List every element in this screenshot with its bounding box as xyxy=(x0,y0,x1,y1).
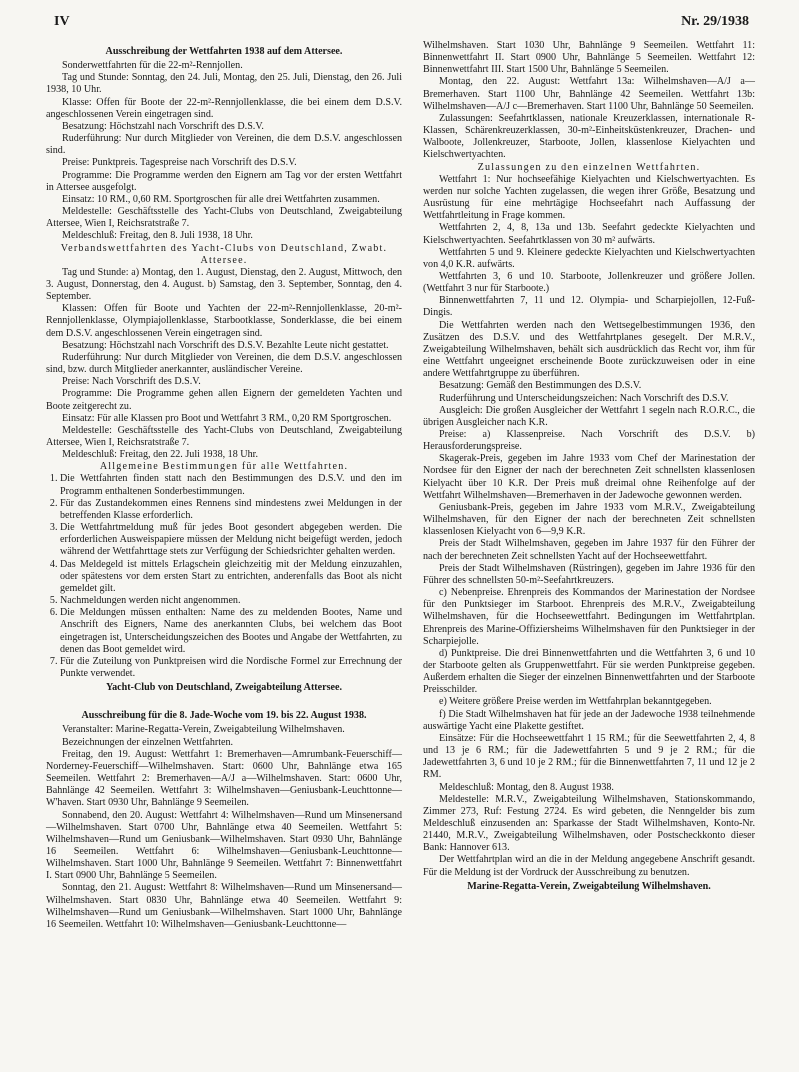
left-column xyxy=(46,44,402,931)
paragraph: Besatzung: Gemäß den Bestimmungen des D.S.V. xyxy=(439,380,642,392)
paragraph: Binnenwettfahrten 7, 11 und 12. Olympia- und Scharpiejollen, 12-Fuß-Dingis. xyxy=(423,295,755,319)
paragraph: Sonderwettfahrten für die 22-m²-Rennjollen. xyxy=(62,60,243,72)
paragraph: Meldeschluß: Freitag, den 22. Juli 1938, 18 Uhr. xyxy=(62,449,258,461)
signature: Marine-Regatta-Verein, Zweigabteilung Wilhelmshaven. xyxy=(467,880,711,892)
paragraph: Tag und Stunde: a) Montag, den 1. August, Dienstag, den 2. August, Mittwoch, den 3. August, Donnerstag, den 4. August. b) Samstag, den 3. September, Sonntag, den 4. September. xyxy=(46,266,402,303)
section-heading: Ausschreibung für die 8. Jade-Woche vom 19. bis 22. August 1938. xyxy=(81,710,367,722)
paragraph: Wettfahrt 1: Nur hochseefähige Kielyachten und Kielschwertyachten. Es werden nur solche Yachten zugelassen, die wegen ihrer Größe, Besatzung und Ausrüstung für eine mehrtägige Hochseefahrt nach Auffassung der Wettfahrtleitung in Frage kommen. xyxy=(423,173,755,222)
paragraph: Programme: Die Programme werden den Eignern am Tag vor der ersten Wettfahrt in Attersee ausgefolgt. xyxy=(46,169,402,193)
subheading: Verbandswettfahrten des Yacht-Clubs von Deutschland, Zwabt. Attersee. xyxy=(60,242,388,266)
paragraph: Einsatz: 10 RM., 0,60 RM. Sportgroschen für alle drei Wettfahrten zusammen. xyxy=(62,193,380,205)
right-column xyxy=(423,40,755,895)
paragraph: Meldestelle: Geschäftsstelle des Yacht-Clubs von Deutschland, Zweigabteilung Attersee, Wien I, Reichsratstraße 7. xyxy=(46,424,402,448)
paragraph: d) Punktpreise. Die drei Binnenwettfahrten und die Wettfahrten 3, 6 und 10 der Starboote gelten als Gruppenwettfahrt. Für sie werden Punktpreise gegeben. Außerdem erhalten die Sieger der einzelnen Binnenwettfahrten und der Starboote Preisschilder. xyxy=(423,647,755,696)
paragraph: Meldeschluß: Freitag, den 8. Juli 1938, 18 Uhr. xyxy=(62,230,253,242)
paragraph: Preise: Nach Vorschrift des D.S.V. xyxy=(62,376,201,388)
paragraph: Montag, den 22. August: Wettfahrt 13a: Wilhelmshaven—A/J a—Bremerhaven. Start 1100 Uhr, Bahnlänge 42 Seemeilen. Wettfahrt 13b: Wilhelmshaven—A/J c—Bremerhaven. Start 1100 Uhr, Bahnlänge 50 Seemeilen. xyxy=(423,76,755,112)
paragraph: Programme: Die Programme gehen allen Eignern der gemeldeten Yachten und Boote zeitgerecht zu. xyxy=(46,388,402,412)
paragraph: Bezeichnungen der einzelnen Wettfahrten. xyxy=(62,736,234,748)
paragraph: Wettfahrten 2, 4, 8, 13a und 13b. Seefahrt gedeckte Kielyachten und Kielschwertyachten. Seefahrtklassen von 30 m² aufwärts. xyxy=(423,222,755,246)
paragraph: Preis der Stadt Wilhelmshaven, gegeben im Jahre 1937 für den Führer der nach der berechneten Zeit schnellsten Yacht auf der Hochseewettfahrt. xyxy=(423,538,755,562)
list-item: 2. Für das Zustandekommen eines Rennens sind mindestens zwei Meldungen in der betreffenden Klasse erforderlich. xyxy=(60,498,402,522)
paragraph: Preise: a) Klassenpreise. Nach Vorschrift des D.S.V. b) Herausforderungspreise. xyxy=(423,429,755,453)
paragraph: f) Die Stadt Wilhelmshaven hat für jede an der Jadewoche 1938 teilnehmende auswärtige Yacht eine Plakette gestiftet. xyxy=(423,708,755,732)
paragraph: Preis der Stadt Wilhelmshaven (Rüstringen), gegeben im Jahre 1936 für den Führer des schnellsten 50-m²-Seefahrtkreuzers. xyxy=(423,562,755,586)
paragraph: Meldestelle: M.R.V., Zweigabteilung Wilhelmshaven, Stationskommando, Zimmer 273, Ruf: Festung 2724. Es wird gebeten, die Nenngelder bis zum Meldeschluß einzusenden an: Sparkasse der Stadt Wilhelmshaven, Konto-Nr. 21440, M.R.V., Zweigabteilung Wilhelmshaven, oder Postscheckkonto dieser Bank: Hannover 613. xyxy=(423,793,755,854)
paragraph: Wettfahrten 3, 6 und 10. Starboote, Jollenkreuzer und größere Jollen. (Wettfahrt 3 nur für Starboote.) xyxy=(423,270,755,295)
paragraph: Die Wettfahrten werden nach den Wettsegelbestimmungen 1936, den Zusätzen des D.S.V. und des Wettfahrtplanes gesegelt. Der M.R.V., Zweigabteilung Wilhelmshaven, behält sich ausdrücklich das Recht vor, ihm für eine Wettfahrt ungeeignet erscheinende Boote zurückzuweisen oder in eine andere Wettfahrtgruppe zu überführen. xyxy=(423,319,755,380)
paragraph: Ausgleich: Die großen Ausgleicher der Wettfahrt 1 segeln nach R.O.R.C., die übrigen Ausgleicher nach K.R. xyxy=(423,404,755,428)
page-number: IV xyxy=(54,14,70,29)
paragraph: Sonntag, den 21. August: Wettfahrt 8: Wilhelmshaven—Rund um Minsenersand—Wilhelmshaven. Start 0830 Uhr, Bahnlänge etwa 40 Seemeilen. Wettfahrt 9: Wilhelmshaven—Rund um Geniusbank—Wilhelmshaven. Start 1000 Uhr, Bahnlänge 16 Seemeilen. Wettfahrt 10: Wilhelmshaven—Geniusbank-Leuchttonne— xyxy=(46,882,402,930)
paragraph: Ruderführung und Unterscheidungszeichen: Nach Vorschrift des D.S.V. xyxy=(439,392,729,404)
paragraph: Freitag, den 19. August: Wettfahrt 1: Bremerhaven—Amrumbank-Feuerschiff—Norderney-Feuerschiff—Wilhelmshaven. Start: 0600 Uhr, Bahnlänge etwa 165 Seemeilen. Wettfahrt 2: Bremerhaven—A/J a—Wilhelmshaven. Start: 0600 Uhr, Bahnlänge 42 Seemeilen. Wettfahrt 3: Wilhelmshaven—Geniusbank-Leuchttonne—W'haven. Start 0930 Uhr, Bahnlänge 9 Seemeilen. xyxy=(46,748,402,809)
paragraph: Preise: Punktpreis. Tagespreise nach Vorschrift des D.S.V. xyxy=(62,157,297,169)
paragraph: e) Weitere größere Preise werden im Wettfahrplan bekanntgegeben. xyxy=(439,696,712,708)
paragraph: Einsätze: Für die Hochseewettfahrt 1 15 RM.; für die Seewettfahrten 2, 4, 8 und 13 je 6 RM.; für die Jadewettfahrten 5 und 9 je 2 RM.; für die Jadewettfahrten 3, 6 und 10 je 2 RM.; für die Binnenwettfahrten 7, 11 und 12 je 2 RM. xyxy=(423,732,755,781)
issue-number: Nr. 29/1938 xyxy=(681,14,749,29)
paragraph: Meldestelle: Geschäftsstelle des Yacht-Clubs von Deutschland, Zweigabteilung Attersee, Wien I, Reichsratstraße 7. xyxy=(46,206,402,230)
paragraph: Besatzung: Höchstzahl nach Vorschrift des D.S.V. xyxy=(62,120,264,132)
section-heading: Ausschreibung der Wettfahrten 1938 auf dem Attersee. xyxy=(105,46,343,57)
list-item: 5. Nachmeldungen werden nicht angenommen. xyxy=(60,595,402,607)
paragraph: Ruderführung: Nur durch Mitglieder von Vereinen, die dem D.S.V. angeschlossen sind, bzw. durch Mitglieder anerkannter, ausländischer Vereine. xyxy=(46,351,402,376)
paragraph: Klasse: Offen für Boote der 22-m²-Rennjollenklasse, die bei einem dem D.S.V. angeschlossenen Verein eingetragen sind. xyxy=(46,96,402,120)
paragraph: Skagerak-Preis, gegeben im Jahre 1933 vom Chef der Marinestation der Nordsee für den Eigner der nach der berechneten Zeit schnellsten klassenlosen Kielyacht über 10 K.R. Der Preis muß dreimal ohne Reihenfolge auf der Wettfahrt Wilhelmshaven—Bremerhaven in der Jadewoche gewonnen werden. xyxy=(423,453,755,501)
paragraph: Klassen: Offen für Boote und Yachten der 22-m²-Rennjollenklasse, 20-m²-Rennjollenklasse, Olympiajollenklasse, Starbootklasse, Sonderklasse, die bei einem dem D.S.V. angeschlossenen Verein eingetragen sind. xyxy=(46,303,402,339)
list-item: 4. Das Meldegeld ist mittels Erlagschein gleichzeitig mit der Meldung einzuzahlen, oder spätestens vor dem ersten Start zu entrichten, anderenfalls das Boot als nicht gemeldet gilt. xyxy=(60,559,402,595)
paragraph: Sonnabend, den 20. August: Wettfahrt 4: Wilhelmshaven—Rund um Minsenersand—Wilhelmshaven. Start 0700 Uhr, Bahnlänge etwa 40 Seemeilen. Wettfahrt 5: Wilhelmshaven—Rund um Geniusbank—Wilhelmshaven. Start 0930 Uhr, Bahnlänge 16 Seemeilen. Wettfahrt 6: Wilhelmshaven—Geniusbank-Leuchttonne—Wilhelmshaven. Start 1000 Uhr, Bahnlänge 9 Seemeilen. Wettfahrt 7: Binnenwettfahrt I. Start 0900 Uhr, Bahnlänge 5 Seemeilen. xyxy=(46,809,402,882)
list-item: 3. Die Wettfahrtmeldung muß für jedes Boot gesondert abgegeben werden. Die erforderlichen Ausweispapiere müssen der Meldung nicht beigefügt werden, jedoch während der Wettfahrttage stets zur Verfügung der Schiedsrichter gehalten werden. xyxy=(60,522,402,558)
subheading: Zulassungen zu den einzelnen Wettfahrten. xyxy=(477,161,701,173)
paragraph: Geniusbank-Preis, gegeben im Jahre 1933 vom M.R.V., Zweigabteilung Wilhelmshaven, für den Eigner der nach der berechneten Zeit schnellsten klassenlosen Kielyacht von 6—9,9 K.R. xyxy=(423,501,755,538)
paragraph: Ruderführung: Nur durch Mitglieder von Vereinen, die dem D.S.V. angeschlossen sind. xyxy=(46,133,402,157)
paragraph: c) Nebenpreise. Ehrenpreis des Kommandos der Marinestation der Nordsee für den Punktsieger im Starboot. Ehrenpreis des M.R.V., Zweigabteilung Wilhelmshaven, für die Hochseewettfahrt. Bedingungen im Wettfahrtplan. Ehrenpreis des Marine-Offiziersheims Wilhelmshaven für den Punktsieger in der Scharpiejolle. xyxy=(423,587,755,647)
paragraph: Besatzung: Höchstzahl nach Vorschrift des D.S.V. Bezahlte Leute nicht gestattet. xyxy=(62,339,389,351)
paragraph: Einsatz: Für alle Klassen pro Boot und Wettfahrt 3 RM., 0,20 RM Sportgroschen. xyxy=(62,412,392,424)
paragraph: Der Wettfahrtplan wird an die in der Meldung angegebene Anschrift gesandt. Für die Meldung ist der Vordruck der Ausschreibung zu benutzen. xyxy=(423,854,755,878)
paragraph: Tag und Stunde: Sonntag, den 24. Juli, Montag, den 25. Juli, Dienstag, den 26. Juli 1938, 10 Uhr. xyxy=(46,72,402,96)
list-item: 1. Die Wettfahrten finden statt nach den Bestimmungen des D.S.V. und den im Programm enthaltenen Sonderbestimmungen. xyxy=(60,473,402,497)
subheading: Allgemeine Bestimmungen für alle Wettfahrten. xyxy=(99,461,349,473)
signature: Yacht-Club von Deutschland, Zweigabteilung Attersee. xyxy=(105,682,343,694)
paragraph: Veranstalter: Marine-Regatta-Verein, Zweigabteilung Wilhelmshaven. xyxy=(62,724,345,736)
list-item: 7. Für die Zuteilung von Punktpreisen wird die Nordische Formel zur Errechnung der Punkte verwendet. xyxy=(60,656,402,680)
paragraph: Zulassungen: Seefahrtklassen, nationale Kreuzerklassen, internationale R-Klassen, Schärenkreuzerklassen, 30-m²-Einheitsküstenkreuzer, Drachen- und Walboote, Jollenkreuzer, Starboote, Jollen, klassenlose Kielyachten und Kielschwertyachten. xyxy=(423,112,755,161)
numbered-list xyxy=(46,473,402,680)
section-gap xyxy=(46,696,402,708)
paragraph: Wettfahrten 5 und 9. Kleinere gedeckte Kielyachten und Kielschwertyachten von 4,0 K.R. aufwärts. xyxy=(423,246,755,270)
paragraph: Meldeschluß: Montag, den 8. August 1938. xyxy=(439,781,614,793)
paragraph: Wilhelmshaven. Start 1030 Uhr, Bahnlänge 9 Seemeilen. Wettfahrt 11: Binnenwettfahrt II. Start 0900 Uhr, Bahnlänge 5 Seemeilen. Wettfahrt 12: Binnenwettfahrt III. Start 1500 Uhr, Bahnlänge 5 Seemeilen. xyxy=(423,40,755,76)
list-item: 6. Die Meldungen müssen enthalten: Name des zu meldenden Bootes, Name und Anschrift des Eigners, Name des anerkannten Clubs, bei welchem das Boot eingetragen ist, Unterscheidungszeichen des Bootes und Angabe der Wettfahrten, zu denen das Boot gemeldet wird. xyxy=(60,607,402,656)
